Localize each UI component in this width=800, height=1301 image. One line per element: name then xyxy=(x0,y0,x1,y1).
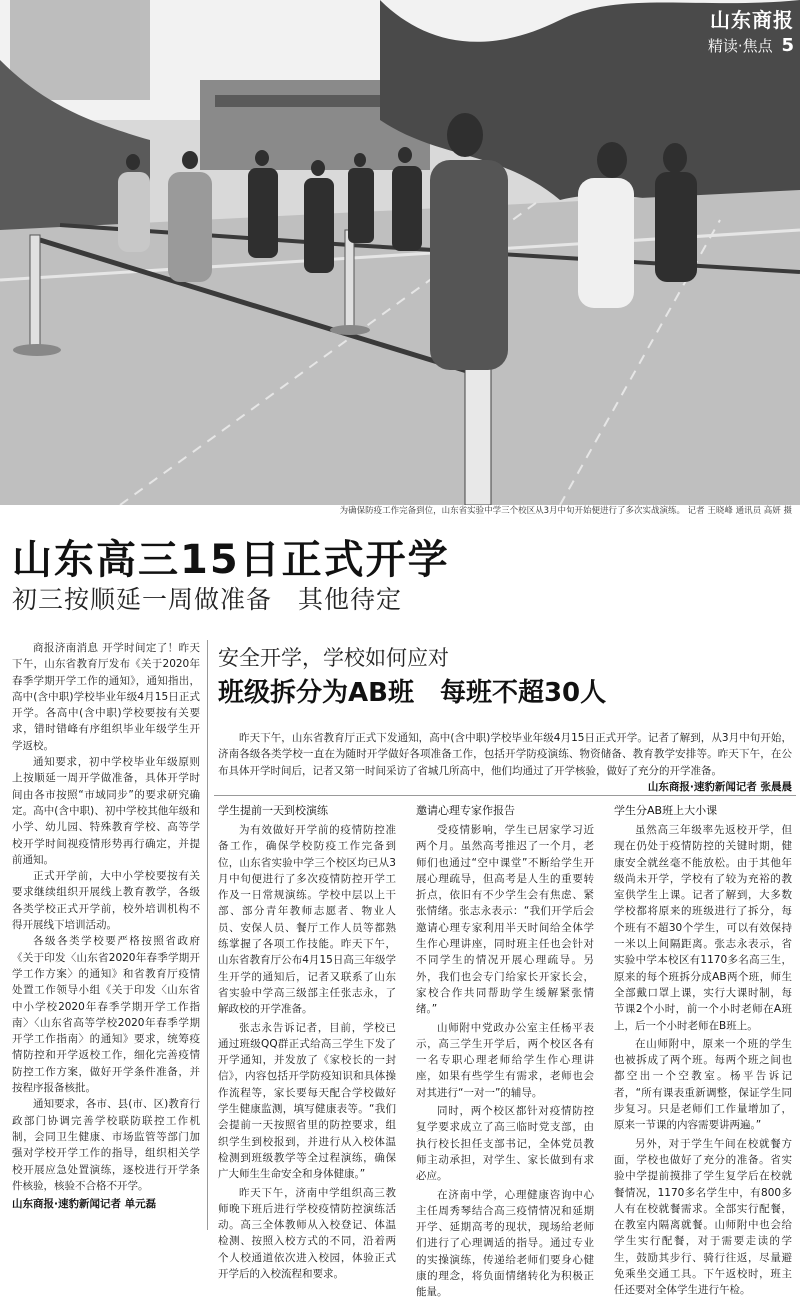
column-paragraph: 昨天下午，济南中学组织高三教师晚下班后进行学校疫情防控演练活动。高三全体教师从入校登记、体温检测、按照入校方式的不同，沿着两个人校通道依次进入校园，体验正式开学后的入校流程和要求。 xyxy=(218,1186,396,1281)
news-photo xyxy=(0,0,800,505)
masthead xyxy=(708,4,794,56)
column-paragraph: 张志永告诉记者，目前，学校已通过班级QQ群正式给高三学生下发了开学通知，并发放了《家校长的一封信》，内容包括开学防疫知识和具体操作流程等，家长要每天配合学校做好学生健康监测，填写健康表等。“我们会提前一天按照省里的防控要求，组织学生到校报到，并进行从入校体温检测到班级教学等全过程演练，确保广大师生生命安全和身体健康。” xyxy=(218,1021,396,1181)
column-heading: 学生分AB班上大小课 xyxy=(614,804,718,817)
section-label xyxy=(708,35,794,56)
column-paragraph: 在山师附中，原来一个班的学生也被拆成了两个班。每两个班之间也都空出一个空教室。杨平告诉记者，“所有课表重新调整，保证学生同步复习。只是老师们工作量增加了，原来一节课的内容需要讲两遍。” xyxy=(614,1037,792,1132)
lead-paragraph: 商报济南消息 开学时间定了！昨天下午，山东省教育厅发布《关于2020年春季学期开学工作的通知》，通知指出，高中(含中职)学校毕业年级4月15日正式开学。各高中(含中职)学校要按有关要求，错时错峰有序组织毕业年级学生开学返校。 xyxy=(12,642,200,752)
section-name: 精读·焦点 xyxy=(707,37,773,55)
feature-kicker: 安全开学，学校如何应对 xyxy=(218,646,449,670)
feature-intro-text: 昨天下午，山东省教育厅正式下发通知，高中(含中职)学校毕业年级4月15日正式开学。记者了解到，从3月中旬开始，济南各级各类学校一直在为随时开学做好各项准备工作，包括开学防疫演练、物资储备、教育教学安排等。昨天下午，在公布具体开学时间后，记者又第一时间采访了省城几所高中，他们均通过了开学核验，做好了充分的开学准备。 xyxy=(218,732,792,777)
lead-paragraph: 通知要求，初中学校毕业年级原则上按顺延一周开学做准备，具体开学时间由各市按照“市域同步”的要求研究确定。高中(含中职)、初中学校其他年级和小学、幼儿园、特殊教育学校、高等学校开学时间视疫情形势再行确定，并提前通知。 xyxy=(12,756,200,866)
lead-paragraph: 正式开学前，大中小学校要按有关要求继续组织开展线上教育教学，各级各类学校正式开学前，校外培训机构不得开展线下培训活动。 xyxy=(12,870,200,932)
column-paragraph: 受疫情影响，学生已居家学习近两个月。虽然高考推迟了一个月，老师们也通过“空中课堂”不断给学生开展心理疏导，但高考是人生的重要转折点，依旧有不少学生会有焦虑、紧张情绪。张志永表示：“我们开学后会邀请心理专家利用半天时间给全体学生作心理讲座，同时班主任也会针对不同学生的情况开展心理疏导。另外，我们也会专门给家长开家长会，家校合作共同帮助学生缓解紧张情绪。” xyxy=(416,824,594,1016)
column-paragraph: 山师附中党政办公室主任杨平表示，高三学生开学后，两个校区各有一名专职心理老师给学生作心理讲座，如果有些学生有需求，老师也会对其进行“一对一”的辅导。 xyxy=(416,1021,594,1099)
column-paragraph: 同时，两个校区都针对疫情防控复学要求成立了高三临时党支部，由执行校长担任支部书记，全体党员教师主动承担，对学生、家长做到有求必应。 xyxy=(416,1105,594,1183)
lead-article xyxy=(12,640,200,1211)
paper-name: 山东商报 xyxy=(710,8,794,32)
column-paragraph: 为有效做好开学前的疫情防控准备工作，确保学校防疫工作完备到位，山东省实验中学三个校区均已从3月中旬便进行了多次疫情防控开学工作及一日常规演练。学校中层以上干部、部分青年教师志愿者、物业人员、安保人员、餐厅工作人员等都熟练掌握了各项工作技能。昨天下午，山东省教育厅公布4月15日高三年级学生开学的通知后，记者又联系了山东省实验中学高三级部主任张志永，了解政校的开学准备。 xyxy=(218,824,396,1016)
page-number: 5 xyxy=(781,35,794,56)
column-paragraph: 另外，对于学生午间在校就餐方面，学校也做好了充分的准备。省实验中学提前摸排了学生复学后在校就餐情况，1170多名学生中，有800多人有在校就餐需求。全部实行配餐，在教室内隔离就餐。山师附中也会给学生实行配餐，对于需要走读的学生，鼓励其步行、骑行往返，尽量避免乘坐交通工具。下午返校时，班主任还要对全体学生进行午检。 xyxy=(614,1137,792,1297)
column-divider xyxy=(207,640,208,1230)
main-headline: 山东高三15日正式开学 xyxy=(12,537,450,583)
lead-signature: 山东商报·速豹新闻记者 单元磊 xyxy=(12,1198,157,1211)
lead-paragraph: 各级各类学校要严格按照省政府《关于印发〈山东省2020年春季学期开学工作方案〉的通知》和省教育厅疫情处置工作领导小组《关于印发〈山东省中小学校2020年春季学期开学工作指南〉〈山东省高等学校2020年春季学期开学工作指南〉的通知》要求，统筹疫情防控和开学返校工作，细化完善疫情防控工作方案，做好开学条件准备，并按程序报备核批。 xyxy=(12,935,200,1095)
photo-caption: 为确保防疫工作完备到位，山东省实验中学三个校区从3月中旬开始便进行了多次实战演练。 记者 王晓峰 通讯员 高妍 摄 xyxy=(339,506,792,516)
feature-title: 班级拆分为AB班 每班不超30人 xyxy=(218,678,607,708)
column-heading: 邀请心理专家作报告 xyxy=(416,804,515,817)
feature-column-3 xyxy=(614,802,792,1299)
column-paragraph: 虽然高三年级率先返校开学，但现在仍处于疫情防控的关键时期，健康安全就丝毫不能放松。由于其他年级尚未开学，学校有了较为充裕的教室供学生上课。记者了解到，大多数学校都将原来的班级进行了拆分，每个班有不超30个学生，可以有效保持一米以上间隔距离。张志永表示，省实验中学本校区有1170多名高三生，原来的每个班拆分成AB两个班，师生全部戴口罩上课，实行大课时制，每节课2个小时，前一个小时老师在A班上，后一个小时老师在B班上。 xyxy=(614,824,792,1032)
column-heading: 学生提前一天到校演练 xyxy=(218,804,328,817)
main-subheadline: 初三按顺延一周做准备 其他待定 xyxy=(12,585,403,614)
feature-signature: 山东商报·速豹新闻记者 张晨晨 xyxy=(647,780,792,793)
lead-paragraph: 通知要求，各市、县(市、区)教育行政部门协调完善学校联防联控工作机制，会同卫生健康、市场监管等部门加强对学校开学工作的指导，组织相关学校开展应急处置演练，逐校进行开学条件核验，核验不合格不开学。 xyxy=(12,1098,200,1192)
feature-column-2 xyxy=(416,802,594,1301)
lead-article-body xyxy=(12,640,200,1194)
section-divider xyxy=(214,795,796,796)
feature-intro xyxy=(218,730,792,794)
photo-illustration xyxy=(0,0,800,505)
column-paragraph: 在济南中学，心理健康咨询中心主任周秀琴结合高三疫情情况和延期开学、延期高考的现状，现场给老师们进行了心理调适的指导。通过专业的实操演练，传递给老师们要身心健康的理念，将负面情绪转化为积极正能量。 xyxy=(416,1188,594,1299)
feature-column-1 xyxy=(218,802,396,1282)
